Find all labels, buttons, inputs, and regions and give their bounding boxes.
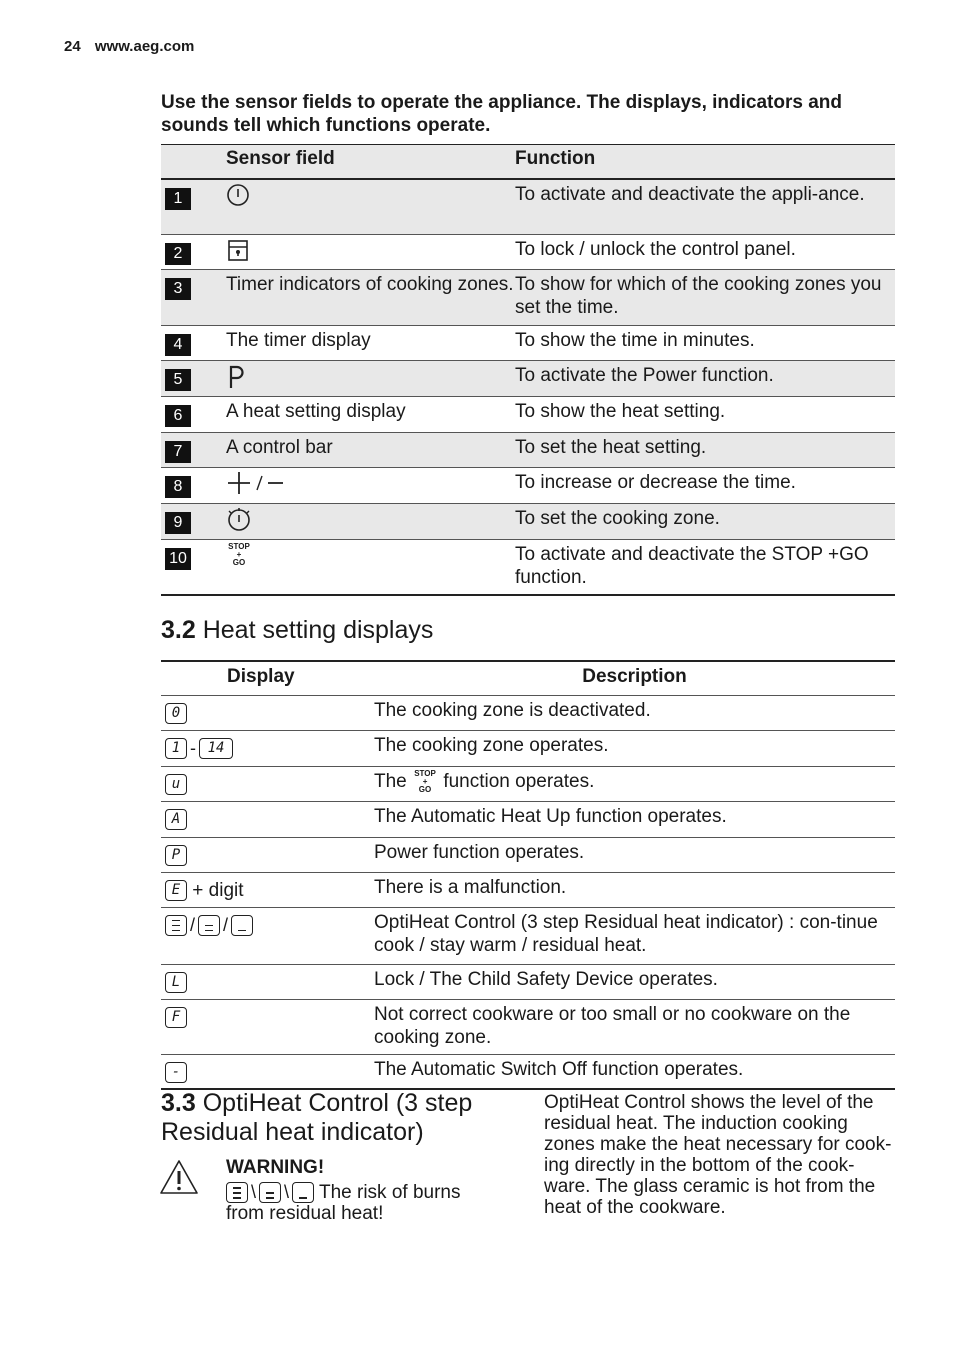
description-text: The STOP + GO function operates.: [374, 766, 895, 801]
section-heading-3-2: 3.2 Heat setting displays: [161, 616, 434, 644]
table-row: [161, 999, 895, 1054]
table-row: [161, 964, 895, 999]
row-number: 7: [165, 441, 191, 463]
function-text: To set the cooking zone.: [515, 504, 895, 540]
table-row: [161, 397, 895, 433]
table-row: [161, 361, 895, 397]
table-row: [161, 235, 895, 270]
residual-heat-low-icon: [292, 1182, 314, 1203]
residual-heat-high-icon: [165, 915, 187, 936]
sensor-text: A heat setting display: [226, 397, 515, 433]
row-number: 3: [165, 278, 191, 300]
lock-icon: [226, 246, 250, 267]
table-row: [161, 540, 895, 595]
row-number: 4: [165, 334, 191, 356]
residual-heat-symbols: / /: [161, 907, 374, 964]
display-symbol: 0: [165, 703, 187, 724]
description-text: Power function operates.: [374, 837, 895, 872]
function-text: To show the heat setting.: [515, 397, 895, 433]
display-symbol: E: [165, 880, 187, 901]
table-row: [161, 837, 895, 872]
display-symbol-1: 1: [165, 738, 187, 759]
warning-title: WARNING!: [226, 1157, 325, 1178]
table-row: [161, 270, 895, 326]
display-symbol: F: [165, 1007, 187, 1028]
plus-minus-icon: [226, 479, 286, 500]
row-number: 1: [165, 188, 191, 210]
optiheat-paragraph: OptiHeat Control shows the level of the residual heat. The induction cooking zones make the heat necessary for cook-ing directly in the bottom of the cook-ware. The glass ceramic is hot from the heat of the cookware.: [544, 1092, 892, 1218]
display-table: [161, 660, 895, 1090]
power-p-icon: [226, 374, 246, 395]
table-row: [161, 766, 895, 801]
col-header-function: Function: [515, 145, 895, 179]
residual-heat-mid-icon: [259, 1182, 281, 1203]
table-row: [161, 179, 895, 235]
function-text: To lock / unlock the control panel.: [515, 235, 895, 270]
description-text: OptiHeat Control (3 step Residual heat indicator) : con-tinue cook / stay warm / residual heat.: [374, 907, 895, 964]
sensor-text: A control bar: [226, 433, 515, 468]
table-row: [161, 872, 895, 907]
display-symbol: L: [165, 972, 187, 993]
col-header-description: Description: [374, 661, 895, 695]
cooking-zone-icon: [226, 517, 252, 538]
table-row: [161, 695, 895, 730]
page-header: [64, 38, 194, 55]
description-text: The cooking zone operates.: [374, 730, 895, 766]
table-row: [161, 1054, 895, 1089]
function-text: To show for which of the cooking zones you set the time.: [515, 270, 895, 326]
table-row: [161, 433, 895, 468]
row-number: 2: [165, 243, 191, 265]
function-text: To increase or decrease the time.: [515, 468, 895, 504]
function-text: To activate and deactivate the STOP +GO function.: [515, 540, 895, 595]
stop-go-icon: STOP + GO: [414, 768, 436, 794]
display-symbol: A: [165, 809, 187, 830]
section-heading-3-3: 3.3 OptiHeat Control (3 step Residual heat indicator): [161, 1089, 473, 1146]
sensor-text: Timer indicators of cooking zones.: [226, 270, 515, 326]
warning-block: WARNING! \ \ The risk of burns from residual heat!: [226, 1157, 496, 1224]
row-number: 5: [165, 369, 191, 391]
function-text: To activate the Power function.: [515, 361, 895, 397]
table-row: [161, 801, 895, 837]
row-number: 6: [165, 405, 191, 427]
table-row: [161, 907, 895, 964]
row-number: 8: [165, 476, 191, 498]
col-header-sensor: Sensor field: [226, 145, 515, 179]
description-text: There is a malfunction.: [374, 872, 895, 907]
power-icon: [226, 191, 250, 212]
residual-heat-high-icon: [226, 1182, 248, 1203]
warning-triangle-icon: [159, 1159, 199, 1200]
display-symbol: P: [165, 845, 187, 866]
description-text: The cooking zone is deactivated.: [374, 695, 895, 730]
sensor-field-table: [161, 144, 895, 596]
table-row: 1 - 14 The cooking zone operates.: [161, 730, 895, 766]
description-text: The Automatic Switch Off function operates.: [374, 1054, 895, 1089]
page-number: 24: [64, 38, 81, 55]
table-row: [161, 468, 895, 504]
description-text: Not correct cookware or too small or no cookware on the cooking zone.: [374, 999, 895, 1054]
table-row: [161, 326, 895, 361]
display-symbol-14: 14: [199, 738, 233, 759]
table-row: [161, 504, 895, 540]
function-text: To activate and deactivate the appli-ance.: [515, 179, 895, 235]
warning-text: The risk of burns from residual heat!: [226, 1182, 461, 1225]
display-symbol: -: [165, 1062, 187, 1083]
function-text: To show the time in minutes.: [515, 326, 895, 361]
col-header-display: Display: [161, 661, 374, 695]
intro-text: Use the sensor fields to operate the appliance. The displays, indicators and sounds tell which functions operate.: [161, 92, 843, 136]
row-number: 9: [165, 512, 191, 534]
website-url[interactable]: www.aeg.com: [94, 38, 195, 55]
residual-heat-low-icon: [231, 915, 253, 936]
description-text: The Automatic Heat Up function operates.: [374, 801, 895, 837]
row-number: 10: [165, 548, 191, 570]
stop-go-icon: STOP + GO: [228, 542, 250, 567]
display-suffix: + digit: [192, 879, 244, 901]
display-symbol: u: [165, 774, 187, 795]
sensor-text: The timer display: [226, 326, 515, 361]
residual-heat-mid-icon: [198, 915, 220, 936]
function-text: To set the heat setting.: [515, 433, 895, 468]
description-text: Lock / The Child Safety Device operates.: [374, 964, 895, 999]
